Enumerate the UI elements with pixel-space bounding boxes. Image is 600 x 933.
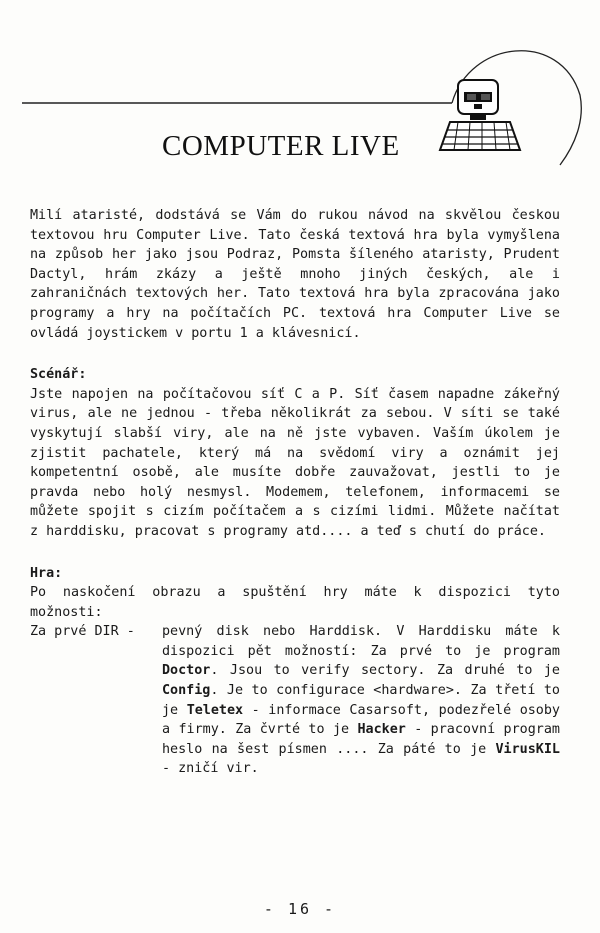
option-text-part: - pracovní program heslo na šest písmen .... Za páté to je (162, 722, 560, 757)
program-viruskil: VirusKIL (495, 741, 560, 757)
option-text-part: pevný disk nebo Harddisk. V Harddisku máte k dispozici pět možností: Za prvé to je program (162, 624, 560, 659)
option-text-part: - zničí vir. (162, 761, 259, 777)
option-text-part: . Je to configurace <hardware>. Za třetí to je (162, 683, 560, 718)
page-title: COMPUTER LIVE (162, 130, 400, 162)
option-dir (30, 622, 560, 779)
program-doctor: Doctor (162, 663, 211, 679)
option-dir-label: Za prvé DIR - (30, 624, 135, 640)
game-heading: Hra: (30, 565, 63, 581)
scenario-heading: Scénář: (30, 367, 87, 383)
game-intro: Po naskočení obrazu a spuštění hry máte k dispozici tyto možnosti: (30, 585, 560, 620)
program-teletex: Teletex (186, 702, 244, 718)
program-config: Config (162, 683, 211, 699)
page-number: - 16 - (263, 900, 337, 918)
option-text-part: - informace Casarsoft, podezřelé osoby a firmy. Za čvrté to je (162, 702, 560, 738)
scenario-paragraph: Jste napojen na počítačovou síť C a P. Síť časem napadne zákeřný virus, ale ne jednou - třeba několikrát za sebou. V síti se také vyskytují slabší viry, ale na ně jste vybaven. Vaším úkolem je zjistit pachatele, který má na svědomí viry a oznámit jej kompetentní osobě, ale musíte dobře zauvažovat, jestli to je pravda nebo holý nesmysl. Modemem, telefonem, informacemi se můžete spojit s cizím počítačem a s cizími lidmi. Můžete načítat z harddisku, pracovat s programy atd.... a teď s chutí do práce. (30, 386, 560, 539)
computer-robot-icon (440, 80, 520, 150)
manual-body (30, 206, 560, 779)
option-text-part: . Jsou to verify sectory. Za druhé to je (210, 663, 560, 679)
program-hacker: Hacker (357, 722, 406, 738)
page-header (0, 0, 600, 190)
option-dir-text (162, 622, 560, 779)
intro-paragraph: Milí ataristé, dodstává se Vám do rukou návod na skvělou českou textovou hru Computer Live. Tato česká textová hra byla vymyšlena na způsob her jako jsou Podraz, Pomsta šíleného ataristy, Prudent Dactyl, hrám zkázy a ještě mnoho jiných českých, ale i zahraničnách textových her. Tato textová hra byla zpracována jako programy a hry na počítačích PC. textová hra Computer Live se ovládá joystickem v portu 1 a klávesnicí. (30, 208, 560, 341)
